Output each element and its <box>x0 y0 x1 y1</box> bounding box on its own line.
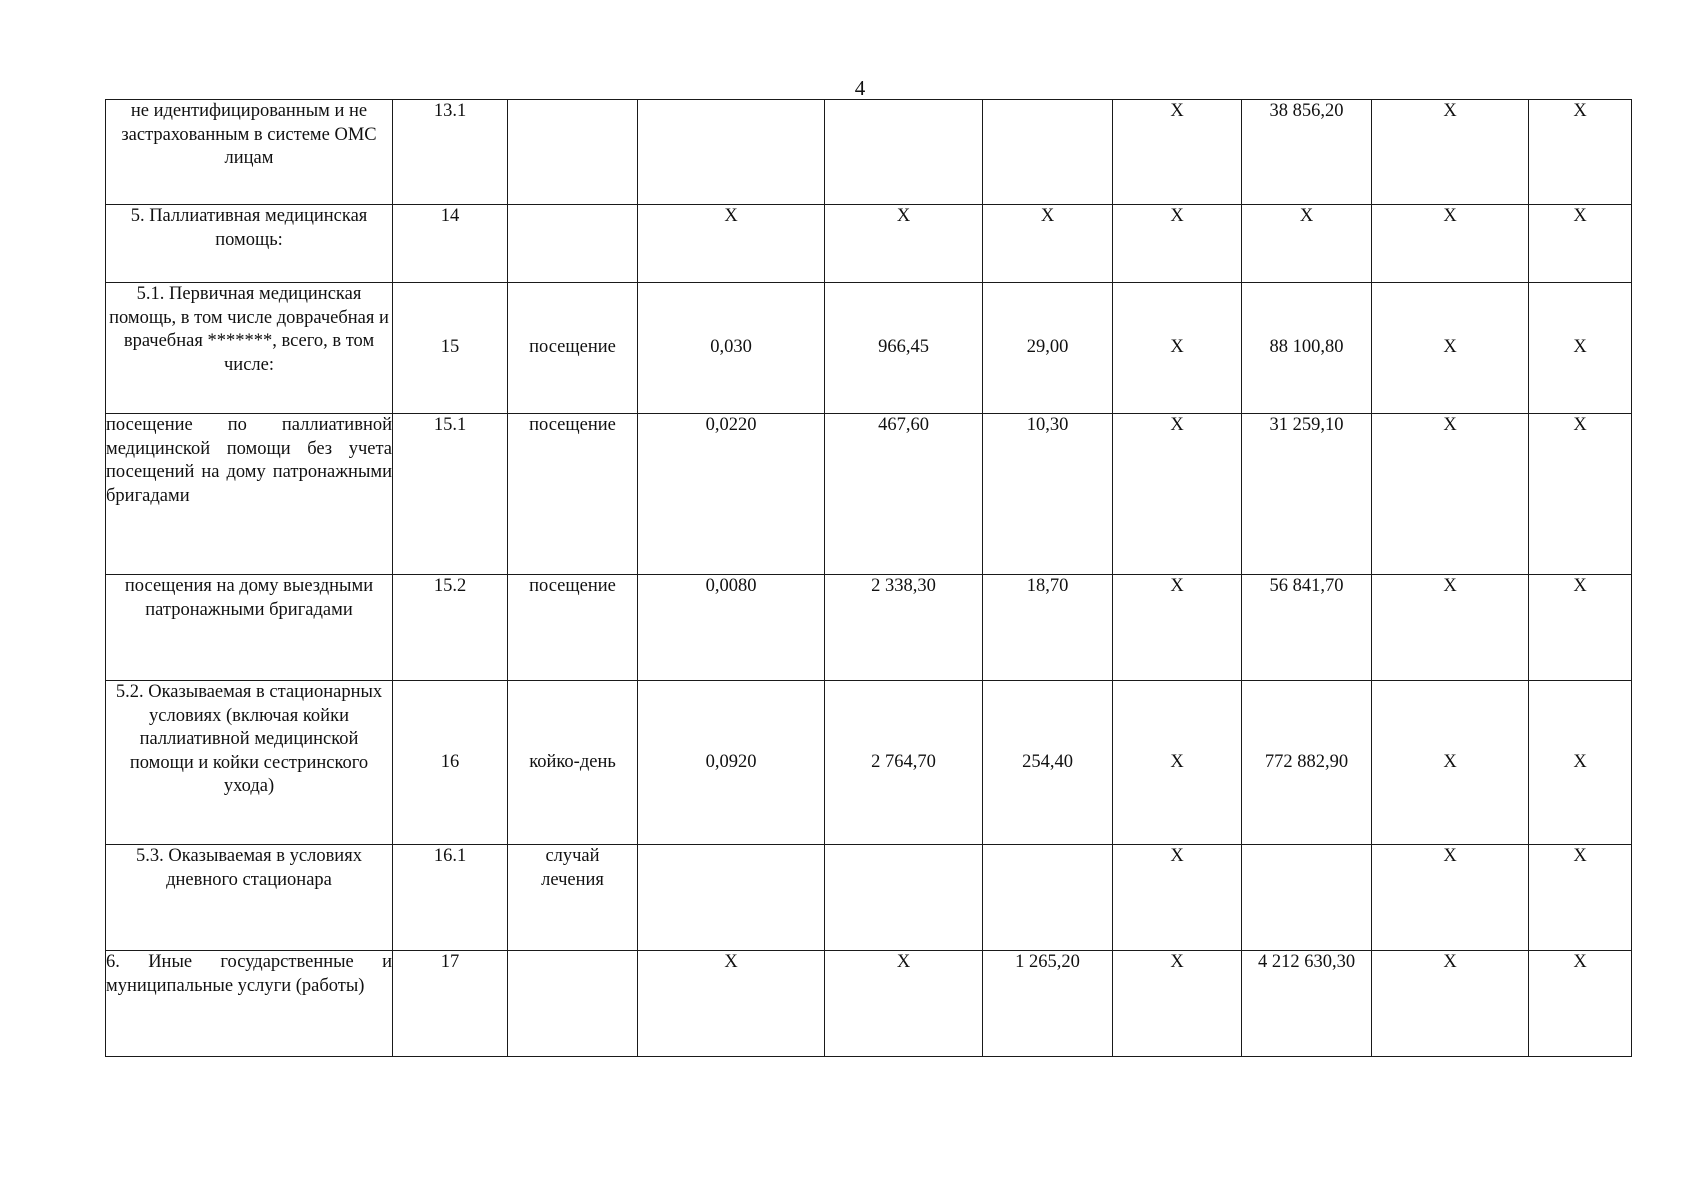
value-cell: 10,30 <box>983 414 1113 575</box>
value-cell: X <box>1372 414 1529 575</box>
value-cell: X <box>1113 575 1242 681</box>
value-cell: X <box>1529 100 1632 205</box>
unit-cell: посещение <box>508 414 638 575</box>
value-cell: X <box>1529 575 1632 681</box>
row-name: 6. Иные государственные и муниципальные услуги (работы) <box>106 951 393 1057</box>
value-cell <box>1242 845 1372 951</box>
row-name: посещения на дому выездными патронажными бригадами <box>106 575 393 681</box>
unit-cell: посещение <box>508 575 638 681</box>
row-name: 5.2. Оказываемая в стационарных условиях (включая койки паллиативной медицинской помощи и койки сестринского ухода) <box>106 681 393 845</box>
value-cell: 2 764,70 <box>825 681 983 845</box>
table-row <box>106 283 1632 414</box>
value-cell: 772 882,90 <box>1242 681 1372 845</box>
line-number: 15.2 <box>393 575 508 681</box>
value-cell: X <box>1242 205 1372 283</box>
value-cell: 0,030 <box>638 283 825 414</box>
unit-cell <box>508 205 638 283</box>
value-cell <box>638 100 825 205</box>
value-cell: 1 265,20 <box>983 951 1113 1057</box>
value-cell: 31 259,10 <box>1242 414 1372 575</box>
value-cell: 56 841,70 <box>1242 575 1372 681</box>
row-name: 5.3. Оказываемая в условиях дневного стационара <box>106 845 393 951</box>
value-cell: 29,00 <box>983 283 1113 414</box>
page-number: 4 <box>854 76 866 100</box>
table-row <box>106 951 1632 1057</box>
value-cell: X <box>1529 283 1632 414</box>
value-cell: 2 338,30 <box>825 575 983 681</box>
line-number: 13.1 <box>393 100 508 205</box>
value-cell: 4 212 630,30 <box>1242 951 1372 1057</box>
table-row <box>106 681 1632 845</box>
value-cell: X <box>1372 575 1529 681</box>
unit-cell: койко-день <box>508 681 638 845</box>
value-cell: X <box>1113 681 1242 845</box>
value-cell: X <box>825 951 983 1057</box>
value-cell: X <box>1113 845 1242 951</box>
value-cell: X <box>1113 283 1242 414</box>
row-name: 5.1. Первичная медицинская помощь, в том числе доврачебная и врачебная *******, всего, в том числе: <box>106 283 393 414</box>
table-row <box>106 845 1632 951</box>
value-cell: X <box>1529 414 1632 575</box>
table-row <box>106 100 1632 205</box>
row-name: посещение по паллиативной медицинской помощи без учета посещений на дому патронажными бригадами <box>106 414 393 575</box>
line-number: 15.1 <box>393 414 508 575</box>
value-cell: X <box>983 205 1113 283</box>
value-cell: 0,0080 <box>638 575 825 681</box>
line-number: 16.1 <box>393 845 508 951</box>
value-cell: X <box>638 951 825 1057</box>
value-cell: 0,0220 <box>638 414 825 575</box>
value-cell: X <box>1372 681 1529 845</box>
value-cell: X <box>1372 283 1529 414</box>
value-cell: X <box>1372 845 1529 951</box>
unit-cell <box>508 100 638 205</box>
line-number: 15 <box>393 283 508 414</box>
value-cell: 467,60 <box>825 414 983 575</box>
value-cell: 38 856,20 <box>1242 100 1372 205</box>
value-cell: 0,0920 <box>638 681 825 845</box>
row-name: не идентифицированным и не застрахованным в системе ОМС лицам <box>106 100 393 205</box>
financing-table <box>105 99 1632 1057</box>
value-cell: X <box>638 205 825 283</box>
unit-cell <box>508 951 638 1057</box>
table-row <box>106 205 1632 283</box>
value-cell: X <box>1529 681 1632 845</box>
value-cell: 18,70 <box>983 575 1113 681</box>
value-cell <box>638 845 825 951</box>
row-name: 5. Паллиативная медицинская помощь: <box>106 205 393 283</box>
value-cell: X <box>1113 414 1242 575</box>
value-cell: X <box>1372 951 1529 1057</box>
table-row <box>106 575 1632 681</box>
line-number: 14 <box>393 205 508 283</box>
value-cell: X <box>1113 100 1242 205</box>
value-cell: 254,40 <box>983 681 1113 845</box>
value-cell: X <box>825 205 983 283</box>
value-cell: X <box>1372 205 1529 283</box>
value-cell <box>983 100 1113 205</box>
value-cell: X <box>1529 951 1632 1057</box>
unit-cell: посещение <box>508 283 638 414</box>
value-cell <box>983 845 1113 951</box>
value-cell: X <box>1113 205 1242 283</box>
value-cell: X <box>1372 100 1529 205</box>
value-cell: X <box>1113 951 1242 1057</box>
value-cell: X <box>1529 205 1632 283</box>
value-cell: X <box>1529 845 1632 951</box>
table-row <box>106 414 1632 575</box>
value-cell <box>825 100 983 205</box>
value-cell <box>825 845 983 951</box>
value-cell: 966,45 <box>825 283 983 414</box>
value-cell: 88 100,80 <box>1242 283 1372 414</box>
line-number: 16 <box>393 681 508 845</box>
unit-cell: случай лечения <box>508 845 638 951</box>
line-number: 17 <box>393 951 508 1057</box>
